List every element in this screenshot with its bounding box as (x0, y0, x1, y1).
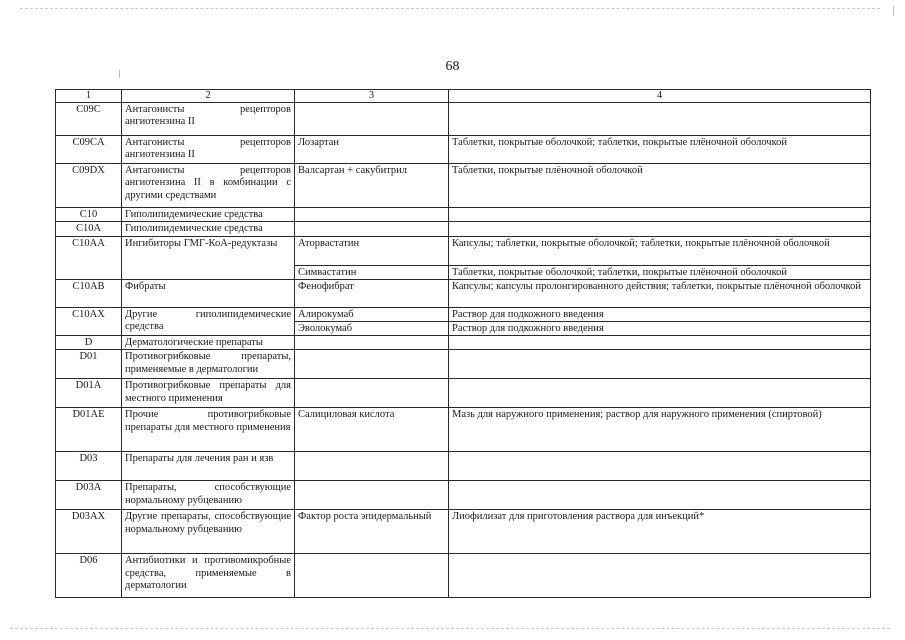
table-row (56, 103, 871, 136)
atc-code-cell: D01 (56, 350, 122, 379)
scan-artifact-right-mark (893, 6, 894, 16)
atc-code-cell: D06 (56, 554, 122, 598)
atc-code-cell: D03A (56, 481, 122, 510)
drug-classification-table (55, 89, 871, 598)
table-header-row (56, 90, 871, 103)
atc-code-cell: D01AE (56, 408, 122, 452)
dosage-form-cell: Раствор для подкожного введения (449, 307, 871, 321)
drug-name-cell: Салициловая кислота (295, 408, 449, 452)
table-row (56, 510, 871, 554)
dosage-form-cell: Таблетки, покрытые оболочкой; таблетки, покрытые плёночной оболочкой (449, 136, 871, 164)
anatomical-group-cell: Препараты, способствующие нормальному рубцеванию (122, 481, 295, 510)
dosage-form-cell (449, 336, 871, 350)
drug-name-cell (295, 452, 449, 481)
table-row (56, 554, 871, 598)
table-row (56, 236, 871, 265)
table-row (56, 164, 871, 208)
dosage-form-cell (449, 350, 871, 379)
atc-code-cell: C10AX (56, 307, 122, 335)
atc-code-cell: C10AB (56, 279, 122, 307)
dosage-form-cell (449, 379, 871, 408)
anatomical-group-cell: Прочие противогрибковые препараты для местного применения (122, 408, 295, 452)
dosage-form-cell (449, 222, 871, 236)
anatomical-group-cell: Ингибиторы ГМГ-КоА-редуктазы (122, 236, 295, 279)
drug-name-cell: Аторвастатин (295, 236, 449, 265)
dosage-form-cell: Таблетки, покрытые плёночной оболочкой (449, 164, 871, 208)
drug-name-cell: Алирокумаб (295, 307, 449, 321)
anatomical-group-cell: Антагонисты рецепторов ангиотензина II (122, 136, 295, 164)
table-row (56, 208, 871, 222)
dosage-form-cell: Капсулы; таблетки, покрытые оболочкой; таблетки, покрытые плёночной оболочкой (449, 236, 871, 265)
anatomical-group-cell: Гиполипидемические средства (122, 208, 295, 222)
dosage-form-cell: Мазь для наружного применения; раствор для наружного применения (спиртовой) (449, 408, 871, 452)
table-row (56, 452, 871, 481)
table-row (56, 136, 871, 164)
table-row (56, 481, 871, 510)
atc-code-cell: D03 (56, 452, 122, 481)
column-header-1: 1 (56, 90, 122, 103)
drug-name-cell (295, 350, 449, 379)
anatomical-group-cell: Гиполипидемические средства (122, 222, 295, 236)
dosage-form-cell (449, 554, 871, 598)
table-row (56, 408, 871, 452)
atc-code-cell: D (56, 336, 122, 350)
anatomical-group-cell: Дерматологические препараты (122, 336, 295, 350)
drug-name-cell (295, 481, 449, 510)
column-header-2: 2 (122, 90, 295, 103)
anatomical-group-cell: Фибраты (122, 279, 295, 307)
anatomical-group-cell: Антагонисты рецепторов ангиотензина II (122, 103, 295, 136)
column-header-3: 3 (295, 90, 449, 103)
drug-name-cell (295, 222, 449, 236)
anatomical-group-cell: Антагонисты рецепторов ангиотензина II в комбинации с другими средствами (122, 164, 295, 208)
dosage-form-cell (449, 452, 871, 481)
dosage-form-cell (449, 208, 871, 222)
dosage-form-cell (449, 481, 871, 510)
column-header-4: 4 (449, 90, 871, 103)
dosage-form-cell (449, 103, 871, 136)
atc-code-cell: C10A (56, 222, 122, 236)
table-row (56, 307, 871, 321)
anatomical-group-cell: Другие препараты, способствующие нормальному рубцеванию (122, 510, 295, 554)
dosage-form-cell: Лиофилизат для приготовления раствора для инъекций* (449, 510, 871, 554)
drug-name-cell (295, 336, 449, 350)
table-row (56, 350, 871, 379)
table-row (56, 379, 871, 408)
drug-name-cell: Лозартан (295, 136, 449, 164)
drug-name-cell (295, 554, 449, 598)
table-row (56, 336, 871, 350)
atc-code-cell: C09DX (56, 164, 122, 208)
drug-name-cell (295, 379, 449, 408)
atc-code-cell: D03AX (56, 510, 122, 554)
atc-code-cell: C09C (56, 103, 122, 136)
drug-name-cell: Эволокумаб (295, 322, 449, 336)
drug-name-cell: Симвастатин (295, 265, 449, 279)
dosage-form-cell: Раствор для подкожного введения (449, 322, 871, 336)
atc-code-cell: C09CA (56, 136, 122, 164)
anatomical-group-cell: Противогрибковые препараты для местного применения (122, 379, 295, 408)
scan-artifact-top (20, 8, 880, 9)
table-row (56, 279, 871, 307)
drug-name-cell (295, 208, 449, 222)
page-number: 68 (445, 59, 460, 74)
drug-name-cell (295, 103, 449, 136)
dosage-form-cell: Капсулы; капсулы пролонгированного действия; таблетки, покрытые плёночной оболочкой (449, 279, 871, 307)
atc-code-cell: C10AA (56, 236, 122, 279)
atc-code-cell: C10 (56, 208, 122, 222)
drug-name-cell: Фактор роста эпидермальный (295, 510, 449, 554)
table-row (56, 222, 871, 236)
drug-name-cell: Фенофибрат (295, 279, 449, 307)
anatomical-group-cell: Препараты для лечения ран и язв (122, 452, 295, 481)
drug-name-cell: Валсартан + сакубитрил (295, 164, 449, 208)
atc-code-cell: D01A (56, 379, 122, 408)
anatomical-group-cell: Противогрибковые препараты, применяемые в дерматологии (122, 350, 295, 379)
dosage-form-cell: Таблетки, покрытые оболочкой; таблетки, покрытые плёночной оболочкой (449, 265, 871, 279)
anatomical-group-cell: Антибиотики и противомикробные средства, применяемые в дерматологии (122, 554, 295, 598)
scan-artifact-bottom (10, 628, 890, 629)
anatomical-group-cell: Другие гиполипидемические средства (122, 307, 295, 335)
